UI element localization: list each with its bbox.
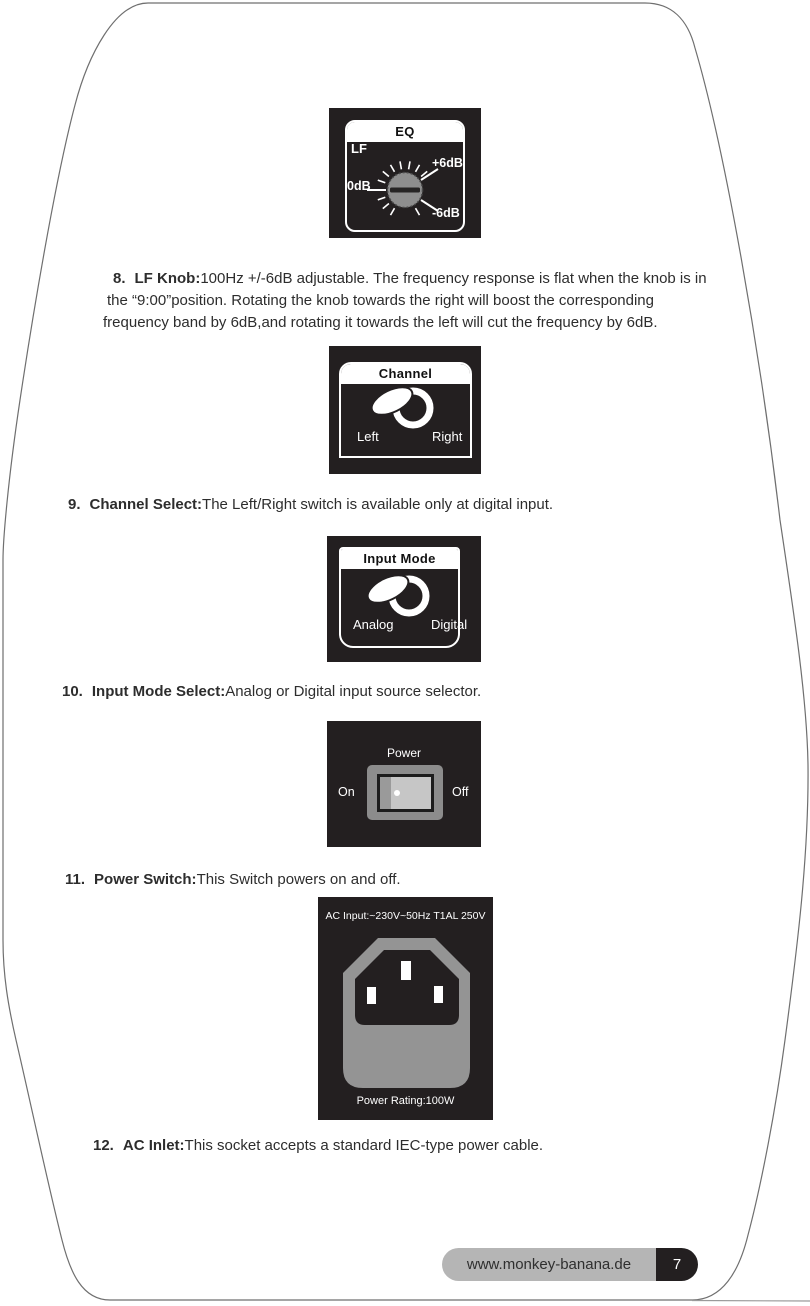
input-analog-label: Analog — [353, 617, 394, 632]
item-9-number: 9. — [68, 496, 81, 513]
page-number-badge: 7 — [656, 1248, 698, 1281]
power-on-label: On — [338, 785, 355, 799]
item-8-number: 8. — [113, 270, 126, 287]
power-rocker-well — [377, 774, 434, 812]
input-mode-toggle-icon[interactable] — [327, 536, 481, 662]
item-11-number: 11. — [65, 871, 86, 888]
channel-panel-title: Channel — [341, 364, 470, 384]
item-8-description — [103, 268, 707, 334]
item-12-title: AC Inlet: — [122, 1137, 185, 1154]
power-off-label: Off — [452, 785, 469, 799]
item-12-text: This socket accepts a standard IEC-type power cable. — [184, 1137, 544, 1154]
item-9-description — [68, 494, 553, 516]
ac-input-label: AC Input:~230V~50Hz T1AL 250V — [325, 910, 486, 922]
iec-socket-icon[interactable] — [318, 897, 493, 1120]
channel-left-label: Left — [357, 429, 379, 444]
channel-right-label: Right — [432, 429, 463, 444]
input-mode-panel — [327, 536, 481, 662]
item-12-number: 12. — [93, 1137, 114, 1154]
input-mode-panel-title: Input Mode — [341, 549, 458, 569]
item-10-description — [62, 681, 481, 703]
power-rocker-switch[interactable] — [367, 765, 443, 820]
item-11-description — [65, 869, 401, 891]
eq-plus-label: +6dB — [432, 156, 463, 170]
ac-inlet-panel — [318, 897, 493, 1120]
power-indicator-dot — [394, 790, 400, 796]
item-12-description — [93, 1135, 543, 1157]
eq-minus-label: -6dB — [432, 206, 460, 220]
power-rating-label: Power Rating:100W — [356, 1095, 455, 1107]
item-11-title: Power Switch: — [94, 871, 197, 888]
item-9-text: The Left/Right switch is available only at digital input. — [202, 496, 554, 513]
item-10-number: 10. — [62, 683, 83, 700]
item-11-text: This Switch powers on and off. — [196, 871, 401, 888]
eq-panel — [329, 108, 481, 238]
eq-zero-label: 0dB — [347, 179, 371, 193]
item-10-title: Input Mode Select: — [91, 683, 226, 700]
power-title: Power — [386, 746, 421, 760]
item-8-line-1: 100Hz +/-6dB adjustable. The frequency response is flat when the knob is in — [200, 270, 707, 287]
channel-panel — [329, 346, 481, 474]
power-panel — [327, 721, 481, 847]
input-digital-label: Digital — [431, 617, 468, 632]
item-9-title: Channel Select: — [89, 496, 203, 513]
item-10-text: Analog or Digital input source selector. — [225, 683, 482, 700]
footer-url: www.monkey-banana.de — [442, 1248, 656, 1281]
channel-toggle-icon[interactable] — [329, 346, 481, 474]
item-8-title: LF Knob: — [134, 270, 201, 287]
lf-band-label: LF — [351, 141, 367, 156]
item-8-line-2: the “9:00”position. Rotating the knob towards the right will boost the corresponding — [107, 292, 654, 309]
power-rocker-shade — [380, 777, 391, 812]
item-8-line-3: frequency band by 6dB,and rotating it towards the left will cut the frequency by 6dB. — [103, 314, 658, 331]
eq-panel-title: EQ — [347, 122, 463, 142]
footer — [442, 1248, 698, 1281]
